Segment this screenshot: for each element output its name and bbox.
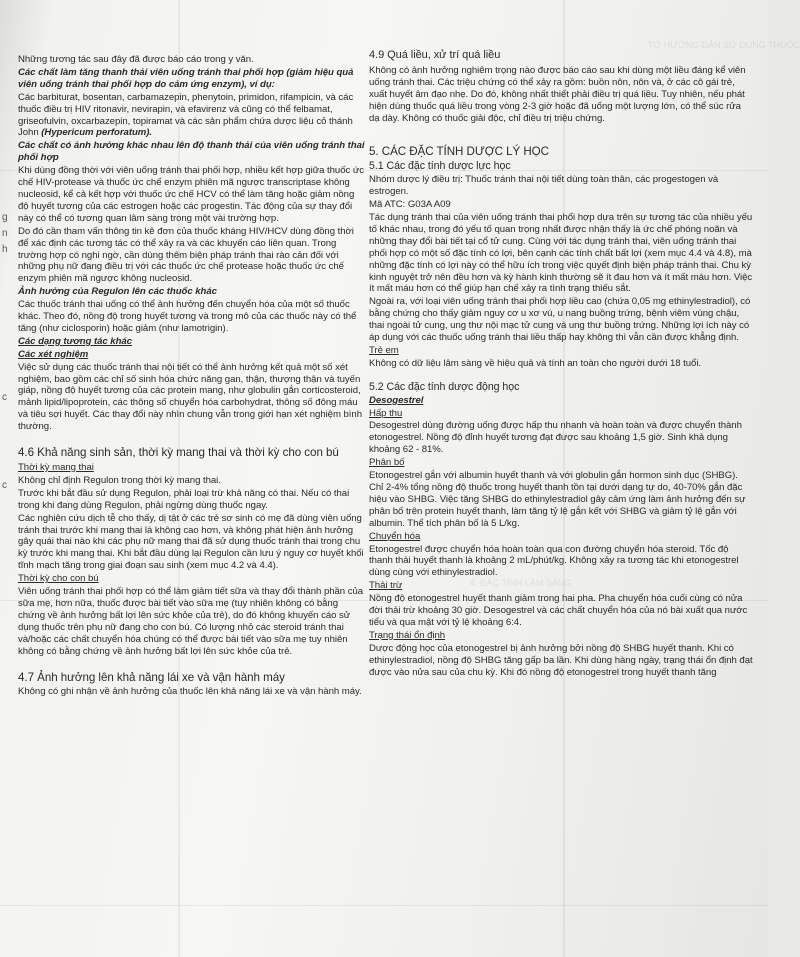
paragraph: Tác dụng tránh thai của viên uống tránh thai phối hợp dựa trên sự tương tác của nhiều yếu tố khác nhau, trong đó yếu tố quan trọng nhất được nhận thấy là ức chế phóng noãn và những thay đổi bài tiết tại cổ tử cung. Cùng với tác dụng tránh thai, viên uống tránh thai phối hợp có một số đặc tính có lợi, bên cạnh các tính chất bất lợi (xem mục 4.4 và 4.8), mà những đặc tính có lợi này có thể hữu ích trong việc quyết định biện pháp tránh thai. Chu kỳ kinh nguyệt trở nên đều hơn và kỳ hành kinh thường sẽ ít đau hơn và ít mất máu hơn. Việc ít mất máu hơn có thể giúp hạn chế xảy ra tình trạng thiếu sắt.	[369, 211, 753, 295]
paragraph: Không chỉ định Regulon trong thời kỳ mang thai.	[18, 474, 221, 486]
cut-margin	[0, 0, 12, 957]
subsection-heading: Chuyển hóa	[369, 530, 421, 542]
section-5-2-heading: 5.2 Các đặc tính dược động học	[369, 380, 520, 393]
paragraph: Etonogestrel gắn với albumin huyết thanh và với globulin gắn hormon sinh dục (SHBG). Chỉ 2-4% tổng nồng độ thuốc trong huyết thanh tồn tại dưới dạng tự do, 40-70% gắn đặc hiệu vào SHBG. Việc tăng SHBG do ethinylestradiol gây cảm ứng làm ảnh hưởng đến sự phân bố trên protein huyết thanh, làm tăng tỷ lệ gắn kết với SHBG và giảm tỷ lệ gắn với albumin. Thể tích phân bố là 5 L/kg.	[369, 470, 746, 529]
paragraph: Dược động học của etonogestrel bị ảnh hưởng bởi nồng độ SHBG huyết thanh. Khi có ethinylestradiol, nồng độ SHBG tăng gấp ba lần. Khi dùng hàng ngày, trạng thái ổn định đạt được vào nửa sau của chu kỳ. Khi đó nồng độ etonogestrel trong huyết thanh tăng	[369, 642, 753, 678]
section-4-6-heading: 4.6 Khả năng sinh sản, thời kỳ mang thai và thời kỳ cho con bú	[18, 446, 339, 460]
margin-letter: n	[2, 228, 8, 239]
subsection-heading: Desogestrel	[369, 394, 424, 406]
paragraph: Viên uống tránh thai phối hợp có thể làm giảm tiết sữa và thay đổi thành phần của sữa mẹ, hơn nữa, thuốc được bài tiết vào sữa mẹ (tuy nhiên không có bằng chứng về ảnh hưởng bất lợi lên sức khỏe của trẻ), do đó không khuyến cáo sử dụng thuốc trên phụ nữ đang cho con bú. Có lượng nhỏ các steroid tránh thai và/hoặc các chất chuyển hóa chúng có thể được bài tiết vào sữa mẹ tuy nhiên không có bằng chứng về ảnh hưởng bất lợi lên sức khỏe của trẻ.	[18, 586, 364, 657]
margin-letter: c	[2, 480, 7, 491]
subsection-heading: Thải trừ	[369, 580, 403, 592]
paragraph: Khi dùng đồng thời với viên uống tránh thai phối hợp, nhiều kết hợp giữa thuốc ức chế HIV-protease và thuốc ức chế enzym phiên mã ngược transcriptase không nucleosid, kể cả kết hợp với thuốc ức chế HCV có thể làm tăng hoặc giảm nồng độ huyết tương của các estrogen hoặc các progestin. Tác động của sự thay đổi này có thể có tương quan lâm sàng trong một vài trường hợp.	[18, 165, 364, 224]
show-through-text: 4. ĐẶC TÍNH LÂM SÀNG	[470, 578, 572, 588]
margin-letter: c	[2, 392, 7, 403]
paragraph: Etonogestrel được chuyển hóa hoàn toàn qua con đường chuyển hóa steroid. Tốc độ thanh thải huyết thanh là khoảng 2 mL/phút/kg. Không xảy ra tương tác khi etonogestrel dùng cùng với ethinylestradiol.	[369, 543, 739, 579]
section-4-9-heading: 4.9 Quá liều, xử trí quá liều	[369, 49, 501, 61]
paragraph: Việc sử dụng các thuốc tránh thai nội tiết có thể ảnh hưởng kết quả một số xét nghiệm, bao gồm các chỉ số sinh hóa chức năng gan, thận, thượng thận và tuyến giáp, nồng độ huyết tương của các protein mang, như globulin gắn corticosteroid, mảnh lipid/lipoprotein, các thông số chuyển hóa carbohydrat, thông số đông máu và tiêu sợi huyết. Các thay đổi này nhìn chung vẫn trong giới hạn xét nghiệm bình thường.	[18, 361, 362, 433]
paragraph: Không có ghi nhận về ảnh hưởng của thuốc lên khả năng lái xe và vận hành máy.	[18, 686, 362, 698]
section-heading: Các xét nghiệm	[18, 348, 89, 360]
paragraph: Do đó cần tham vấn thông tin kê đơn của thuốc kháng HIV/HCV dùng đồng thời để xác định các tương tác có thể xảy ra và các khuyến cáo liên quan. Trong trường hợp có nghi ngờ, cần dùng thêm biện pháp tránh thai rào cản đối với những phụ nữ đang điều trị với các thuốc ức chế protease hoặc thuốc ức chế enzym phiên mã ngược không nucleosid.	[18, 225, 354, 285]
subsection-heading: Hấp thu	[369, 407, 403, 419]
subsection-heading: Phân bố	[369, 457, 405, 469]
paragraph: Không có ảnh hưởng nghiêm trọng nào được báo cáo sau khi dùng một liều đáng kể viên uống tránh thai. Các triệu chứng có thể xảy ra gồm: buồn nôn, nôn và, ở các cô gái trẻ, xuất huyết âm đạo nhẹ. Do đó, không nhất thiết phải điều trị quá liều. Tuy nhiên, nếu phát hiện dùng thuốc quá liều trong vòng 2-3 giờ hoặc đã uống một lượng lớn, có thể súc rửa dạ dày. Không có thuốc giải độc, chỉ điều trị triệu chứng.	[369, 64, 746, 124]
fold-line	[0, 905, 768, 906]
paragraph: Ngoài ra, với loại viên uống tránh thai phối hợp liều cao (chứa 0,05 mg ethinylestradiol), có bằng chứng cho thấy giảm nguy cơ u xơ vú, u nang buồng trứng, bệnh viêm vùng chậu, thai ngoài tử cung, ung thư nội mạc tử cung và ung thư buồng trứng. Những lợi ích này có áp dụng với các thuốc uống tránh thai liều thấp hay không thì vẫn cần được khẳng định.	[369, 296, 751, 344]
section-5-heading: 5. CÁC ĐẶC TÍNH DƯỢC LÝ HỌC	[369, 145, 549, 159]
subsection-heading: Thời kỳ mang thai	[18, 462, 94, 473]
paragraph: Desogestrel dùng đường uống được hấp thu nhanh và hoàn toàn và được chuyển thành etonogestrel. Nồng độ đỉnh huyết tương đạt được sau khoảng 1,5 giờ. Sinh khả dụng khoảng 62 - 81%.	[369, 420, 742, 456]
intro-text: Những tương tác sau đây đã được báo cáo trong y văn.	[18, 54, 254, 65]
margin-letter: h	[2, 244, 8, 255]
atc-code: Mã ATC: G03A A09	[369, 199, 451, 211]
section-heading: Các chất có ảnh hưởng khác nhau lên độ thanh thải của viên uống tránh thai phối hợp	[18, 140, 365, 164]
subsection-heading: Trạng thái ổn định	[369, 629, 446, 641]
section-5-1-heading: 5.1 Các đặc tính dược lực học	[369, 160, 511, 173]
paragraph: Nồng độ etonogestrel huyết thanh giảm trong hai pha. Pha chuyển hóa cuối cùng có nửa đời thải trừ khoảng 30 giờ. Desogestrel và các chất chuyển hóa của nó bài xuất qua nước tiểu và qua mật với tỷ lệ khoảng 6:4.	[369, 593, 748, 628]
paragraph: Nhóm dược lý điều trị: Thuốc tránh thai nội tiết dùng toàn thân, các progestogen và estrogen.	[369, 174, 719, 198]
paragraph: Không có dữ liệu lâm sàng về hiệu quả và tính an toàn cho người dưới 18 tuổi.	[369, 357, 702, 369]
subsection-heading: Trẻ em	[369, 344, 399, 356]
left-column	[18, 54, 365, 699]
section-heading: Các dạng tương tác khác	[18, 335, 132, 347]
section-heading: Ảnh hưởng của Regulon lên các thuốc khác	[18, 286, 217, 298]
show-through-text: TỜ HƯỚNG DẪN SỬ DỤNG THUỐC	[648, 40, 800, 50]
paragraph: Các thuốc tránh thai uống có thể ảnh hưởng đến chuyển hóa của một số thuốc khác. Theo đó, nồng độ trong huyết tương và trong mô của các thuốc này có thể tăng (như ciclosporin) hoặc giảm (như lamotrigin).	[18, 299, 357, 334]
margin-letter: g	[2, 212, 8, 223]
paragraph: Các nghiên cứu dịch tễ cho thấy, dị tật ở các trẻ sơ sinh có mẹ đã dùng viên uống tránh thai trước khi mang thai là không cao hơn, và không phát hiện ảnh hưởng gây quái thai nào khi các phụ nữ mang thai đã sử dụng thuốc tránh thai trong chu kỳ trước khi mang thai. Khi bắt đầu dùng lại Regulon cần lưu ý nguy cơ huyết khối tĩnh mạch tăng trong giai đoạn sau sinh (xem mục 4.2 và 4.4).	[18, 512, 364, 572]
paragraph: Trước khi bắt đầu sử dụng Regulon, phải loại trừ khả năng có thai. Nếu có thai trong khi đang dùng Regulon, phải ngừng dùng thuốc ngay.	[18, 487, 350, 511]
right-column	[369, 49, 753, 680]
section-4-7-heading: 4.7 Ảnh hưởng lên khả năng lái xe và vận hành máy	[18, 670, 285, 684]
paragraph: Các barbiturat, bosentan, carbamazepin, phenytoin, primidon, rifampicin, và các thuốc điều trị HIV ritonavir, nevirapin, và efavirenz và cũng có thể felbamat, griseofulvin, oxcarbazepin, topiramat và các sản phẩm chứa dược liệu cỏ thánh John (Hypericum perforatum).	[18, 91, 354, 139]
subsection-heading: Thời kỳ cho con bú	[18, 573, 99, 585]
section-heading: Các chất làm tăng thanh thải viên uống tránh thai phối hợp (giảm hiệu quả viên uống tránh thai phối hợp do cảm ứng enzym), ví dụ:	[18, 66, 354, 90]
